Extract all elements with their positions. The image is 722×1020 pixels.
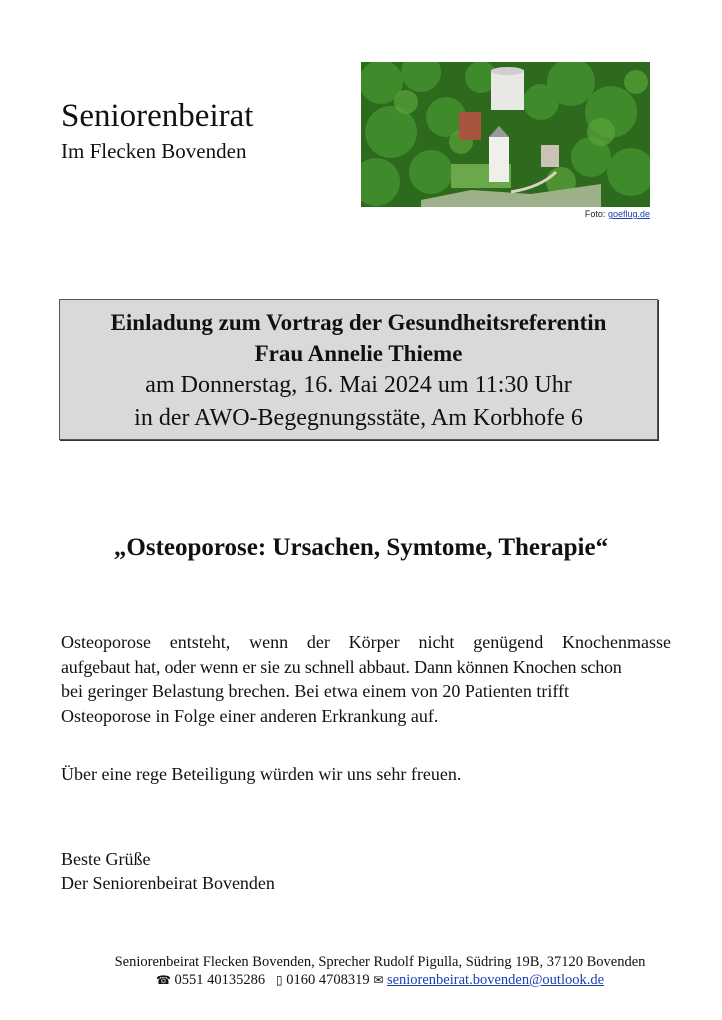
- invitation-heading: Einladung zum Vortrag der Gesundheitsreferentin: [110, 310, 607, 335]
- lecture-topic: „Osteoporose: Ursachen, Symtome, Therapie“: [113, 534, 609, 561]
- footer-address: Seniorenbeirat Flecken Bovenden, Sprecher Rudolf Pigulla, Südring 19B, 37120 Bovenden: [114, 954, 646, 970]
- signature: [61, 847, 275, 895]
- body-line: Osteoporose in Folge einer anderen Erkrankung auf.: [61, 705, 439, 726]
- body-paragraph: [61, 630, 671, 728]
- greeting: Beste Grüße: [61, 849, 151, 869]
- phone-icon: ☎: [155, 973, 171, 987]
- castle-photo: [361, 62, 650, 207]
- phone-number: 0551 40135286: [174, 972, 266, 988]
- sender: Der Seniorenbeirat Bovenden: [61, 873, 275, 893]
- org-subtitle: Im Flecken Bovenden: [61, 139, 247, 163]
- email-link[interactable]: seniorenbeirat.bovenden@outlook.de: [386, 972, 605, 988]
- photo-credit-link[interactable]: goeflug.de: [607, 209, 650, 219]
- event-date: am Donnerstag, 16. Mai 2024 um 11:30 Uhr: [145, 372, 572, 398]
- footer-contact: [0, 971, 722, 989]
- mobile-number: 0160 4708319: [286, 972, 370, 988]
- footer: [0, 953, 722, 989]
- closing-sentence: Über eine rege Beteiligung würden wir uns sehr freuen.: [61, 764, 462, 784]
- body-line: aufgebaut hat, oder wenn er sie zu schnell abbaut. Dann können Knochen schon: [61, 656, 622, 677]
- speaker-name: Frau Annelie Thieme: [254, 341, 463, 366]
- event-location: in der AWO-Begegnungsstäte, Am Korbhofe 6: [134, 405, 583, 431]
- photo-credit-label: Foto:: [584, 209, 606, 219]
- org-title: Seniorenbeirat: [61, 98, 254, 134]
- email-icon: ✉: [373, 973, 384, 987]
- body-line: Osteoporose entsteht, wenn der Körper nicht genügend Knochenmasse: [61, 632, 671, 652]
- mobile-phone-icon: ▯: [276, 973, 283, 987]
- body-line: bei geringer Belastung brechen. Bei etwa einem von 20 Patienten trifft: [61, 681, 570, 701]
- photo-credit: [520, 208, 650, 220]
- invitation-box: [59, 299, 658, 440]
- castle-photo-illustration: [361, 62, 650, 207]
